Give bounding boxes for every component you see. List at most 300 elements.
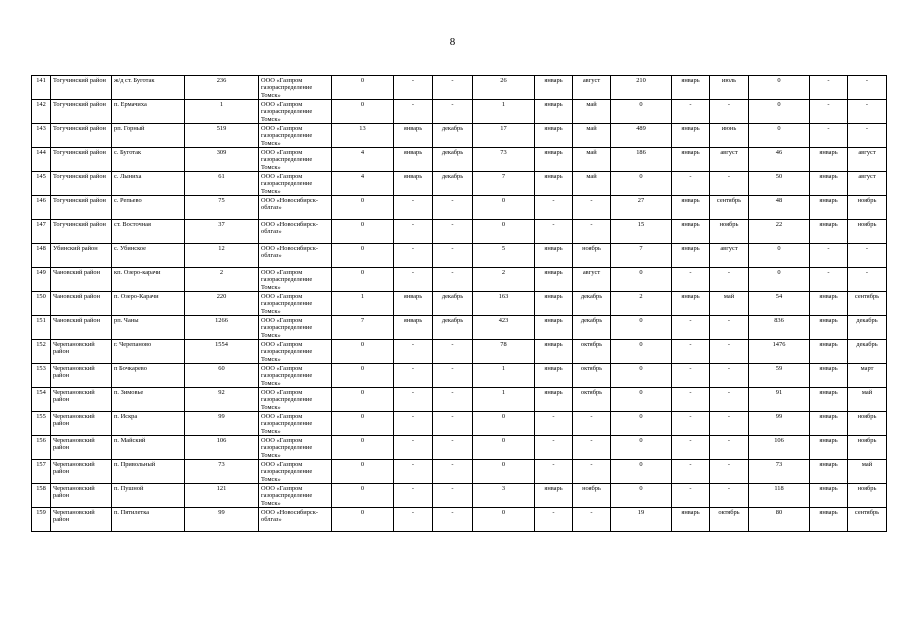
month-3-start-cell: -: [672, 100, 710, 124]
month-3-end-cell: -: [710, 100, 749, 124]
month-1-end-cell: -: [433, 244, 473, 268]
value-1-cell: 0: [332, 436, 394, 460]
month-3-start-cell: январь: [672, 508, 710, 532]
row-number-cell: 153: [32, 364, 51, 388]
month-2-end-cell: -: [573, 412, 611, 436]
organization-cell: ООО «Газпром газораспределение Томск»: [259, 172, 332, 196]
month-1-end-cell: -: [433, 508, 473, 532]
organization-cell: ООО «Газпром газораспределение Томск»: [259, 388, 332, 412]
value-1-cell: 1: [332, 292, 394, 316]
value-3-cell: 2: [611, 292, 672, 316]
month-4-start-cell: -: [810, 100, 848, 124]
month-2-start-cell: январь: [535, 340, 573, 364]
month-1-end-cell: -: [433, 100, 473, 124]
total-count-cell: 309: [185, 148, 259, 172]
value-3-cell: 0: [611, 340, 672, 364]
district-cell: Черепановский район: [51, 364, 112, 388]
month-1-start-cell: -: [394, 244, 433, 268]
value-4-cell: 46: [749, 148, 810, 172]
month-3-end-cell: сентябрь: [710, 196, 749, 220]
district-cell: Черепановский район: [51, 436, 112, 460]
month-4-start-cell: -: [810, 244, 848, 268]
month-4-start-cell: январь: [810, 388, 848, 412]
month-1-start-cell: -: [394, 364, 433, 388]
month-2-start-cell: -: [535, 508, 573, 532]
month-2-start-cell: январь: [535, 316, 573, 340]
value-1-cell: 0: [332, 244, 394, 268]
month-1-start-cell: -: [394, 196, 433, 220]
organization-cell: ООО «Новосибирск-облгаз»: [259, 508, 332, 532]
month-3-start-cell: январь: [672, 76, 710, 100]
month-2-start-cell: январь: [535, 388, 573, 412]
locality-cell: ж/д ст. Буготак: [112, 76, 185, 100]
district-cell: Тогучинский район: [51, 76, 112, 100]
row-number-cell: 157: [32, 460, 51, 484]
month-2-start-cell: -: [535, 196, 573, 220]
table-row: [32, 292, 887, 316]
total-count-cell: 61: [185, 172, 259, 196]
value-3-cell: 7: [611, 244, 672, 268]
month-1-start-cell: -: [394, 388, 433, 412]
table-row: [32, 100, 887, 124]
month-4-start-cell: -: [810, 268, 848, 292]
month-4-start-cell: январь: [810, 340, 848, 364]
month-4-end-cell: ноябрь: [848, 220, 887, 244]
row-number-cell: 144: [32, 148, 51, 172]
table-row: [32, 220, 887, 244]
month-2-end-cell: -: [573, 460, 611, 484]
total-count-cell: 92: [185, 388, 259, 412]
value-4-cell: 59: [749, 364, 810, 388]
locality-cell: ст. Восточная: [112, 220, 185, 244]
month-1-end-cell: декабрь: [433, 172, 473, 196]
month-1-start-cell: -: [394, 100, 433, 124]
month-3-start-cell: январь: [672, 292, 710, 316]
value-1-cell: 4: [332, 172, 394, 196]
value-2-cell: 163: [473, 292, 535, 316]
month-3-end-cell: -: [710, 364, 749, 388]
month-3-end-cell: август: [710, 148, 749, 172]
locality-cell: п. Озеро-Карачи: [112, 292, 185, 316]
total-count-cell: 1: [185, 100, 259, 124]
value-1-cell: 0: [332, 484, 394, 508]
value-3-cell: 186: [611, 148, 672, 172]
value-3-cell: 0: [611, 436, 672, 460]
organization-cell: ООО «Газпром газораспределение Томск»: [259, 292, 332, 316]
district-cell: Черепановский район: [51, 388, 112, 412]
month-3-end-cell: август: [710, 244, 749, 268]
month-3-end-cell: -: [710, 172, 749, 196]
month-1-end-cell: -: [433, 76, 473, 100]
month-4-start-cell: январь: [810, 316, 848, 340]
value-3-cell: 0: [611, 172, 672, 196]
month-1-end-cell: -: [433, 268, 473, 292]
month-3-start-cell: январь: [672, 244, 710, 268]
value-2-cell: 0: [473, 508, 535, 532]
month-4-start-cell: -: [810, 124, 848, 148]
month-4-start-cell: январь: [810, 412, 848, 436]
month-2-end-cell: октябрь: [573, 364, 611, 388]
value-2-cell: 7: [473, 172, 535, 196]
month-1-start-cell: -: [394, 436, 433, 460]
row-number-cell: 154: [32, 388, 51, 412]
district-cell: Тогучинский район: [51, 100, 112, 124]
value-2-cell: 423: [473, 316, 535, 340]
month-2-end-cell: декабрь: [573, 292, 611, 316]
month-4-end-cell: май: [848, 460, 887, 484]
locality-cell: с. Убинское: [112, 244, 185, 268]
month-4-start-cell: январь: [810, 436, 848, 460]
month-1-end-cell: -: [433, 412, 473, 436]
locality-cell: г. Черепаново: [112, 340, 185, 364]
month-2-end-cell: ноябрь: [573, 484, 611, 508]
month-1-end-cell: -: [433, 484, 473, 508]
value-3-cell: 0: [611, 364, 672, 388]
month-4-start-cell: январь: [810, 460, 848, 484]
locality-cell: с. Лыниха: [112, 172, 185, 196]
locality-cell: п. Зимовье: [112, 388, 185, 412]
month-1-end-cell: декабрь: [433, 124, 473, 148]
total-count-cell: 99: [185, 508, 259, 532]
month-1-end-cell: -: [433, 196, 473, 220]
total-count-cell: 1554: [185, 340, 259, 364]
month-2-start-cell: январь: [535, 148, 573, 172]
organization-cell: ООО «Газпром газораспределение Томск»: [259, 460, 332, 484]
value-1-cell: 0: [332, 364, 394, 388]
total-count-cell: 2: [185, 268, 259, 292]
page-number: 8: [449, 36, 456, 48]
month-1-start-cell: -: [394, 460, 433, 484]
month-3-start-cell: -: [672, 268, 710, 292]
month-2-end-cell: -: [573, 508, 611, 532]
row-number-cell: 156: [32, 436, 51, 460]
month-1-start-cell: январь: [394, 292, 433, 316]
value-4-cell: 50: [749, 172, 810, 196]
month-2-end-cell: май: [573, 148, 611, 172]
month-2-start-cell: январь: [535, 76, 573, 100]
total-count-cell: 1266: [185, 316, 259, 340]
month-1-end-cell: -: [433, 436, 473, 460]
locality-cell: п. Майский: [112, 436, 185, 460]
month-4-end-cell: -: [848, 244, 887, 268]
month-2-end-cell: -: [573, 196, 611, 220]
month-2-end-cell: октябрь: [573, 388, 611, 412]
row-number-cell: 151: [32, 316, 51, 340]
value-2-cell: 0: [473, 460, 535, 484]
month-2-end-cell: ноябрь: [573, 244, 611, 268]
value-3-cell: 0: [611, 100, 672, 124]
month-2-start-cell: январь: [535, 172, 573, 196]
month-3-start-cell: -: [672, 412, 710, 436]
month-4-start-cell: январь: [810, 196, 848, 220]
month-4-end-cell: -: [848, 268, 887, 292]
value-1-cell: 0: [332, 196, 394, 220]
organization-cell: ООО «Газпром газораспределение Томск»: [259, 316, 332, 340]
month-1-end-cell: -: [433, 364, 473, 388]
table-row: [32, 436, 887, 460]
month-4-end-cell: -: [848, 100, 887, 124]
total-count-cell: 73: [185, 460, 259, 484]
row-number-cell: 146: [32, 196, 51, 220]
value-4-cell: 73: [749, 460, 810, 484]
month-2-start-cell: -: [535, 220, 573, 244]
value-4-cell: 0: [749, 76, 810, 100]
value-1-cell: 0: [332, 388, 394, 412]
value-1-cell: 0: [332, 268, 394, 292]
row-number-cell: 158: [32, 484, 51, 508]
total-count-cell: 220: [185, 292, 259, 316]
district-cell: Черепановский район: [51, 460, 112, 484]
locality-cell: п. Пушной: [112, 484, 185, 508]
month-4-start-cell: январь: [810, 364, 848, 388]
month-3-end-cell: -: [710, 340, 749, 364]
row-number-cell: 143: [32, 124, 51, 148]
month-4-start-cell: январь: [810, 172, 848, 196]
organization-cell: ООО «Газпром газораспределение Томск»: [259, 412, 332, 436]
month-3-end-cell: -: [710, 484, 749, 508]
district-cell: Тогучинский район: [51, 196, 112, 220]
value-3-cell: 489: [611, 124, 672, 148]
district-cell: Тогучинский район: [51, 172, 112, 196]
month-1-start-cell: -: [394, 340, 433, 364]
value-4-cell: 22: [749, 220, 810, 244]
row-number-cell: 141: [32, 76, 51, 100]
table-row: [32, 364, 887, 388]
month-4-start-cell: январь: [810, 508, 848, 532]
value-3-cell: 0: [611, 316, 672, 340]
organization-cell: ООО «Новосибирск-облгаз»: [259, 220, 332, 244]
value-1-cell: 13: [332, 124, 394, 148]
total-count-cell: 99: [185, 412, 259, 436]
month-2-start-cell: -: [535, 460, 573, 484]
month-3-end-cell: май: [710, 292, 749, 316]
row-number-cell: 149: [32, 268, 51, 292]
table-row: [32, 172, 887, 196]
value-1-cell: 0: [332, 412, 394, 436]
row-number-cell: 152: [32, 340, 51, 364]
table-row: [32, 484, 887, 508]
district-cell: Черепановский район: [51, 508, 112, 532]
month-1-start-cell: январь: [394, 124, 433, 148]
value-1-cell: 4: [332, 148, 394, 172]
value-1-cell: 0: [332, 340, 394, 364]
month-1-start-cell: январь: [394, 148, 433, 172]
month-3-start-cell: -: [672, 436, 710, 460]
month-2-end-cell: декабрь: [573, 316, 611, 340]
organization-cell: ООО «Газпром газораспределение Томск»: [259, 436, 332, 460]
value-1-cell: 7: [332, 316, 394, 340]
value-4-cell: 80: [749, 508, 810, 532]
total-count-cell: 236: [185, 76, 259, 100]
value-4-cell: 91: [749, 388, 810, 412]
month-4-end-cell: сентябрь: [848, 292, 887, 316]
value-3-cell: 19: [611, 508, 672, 532]
value-2-cell: 3: [473, 484, 535, 508]
month-4-end-cell: сентябрь: [848, 508, 887, 532]
month-1-start-cell: -: [394, 220, 433, 244]
month-4-end-cell: декабрь: [848, 340, 887, 364]
month-4-end-cell: август: [848, 148, 887, 172]
month-3-end-cell: -: [710, 436, 749, 460]
month-4-start-cell: январь: [810, 220, 848, 244]
value-1-cell: 0: [332, 100, 394, 124]
organization-cell: ООО «Газпром газораспределение Томск»: [259, 124, 332, 148]
month-1-start-cell: -: [394, 508, 433, 532]
month-3-start-cell: -: [672, 460, 710, 484]
organization-cell: ООО «Газпром газораспределение Томск»: [259, 100, 332, 124]
month-3-end-cell: -: [710, 388, 749, 412]
value-4-cell: 99: [749, 412, 810, 436]
month-4-end-cell: март: [848, 364, 887, 388]
row-number-cell: 147: [32, 220, 51, 244]
table-row: [32, 124, 887, 148]
month-2-start-cell: январь: [535, 292, 573, 316]
month-3-start-cell: -: [672, 364, 710, 388]
month-3-start-cell: январь: [672, 124, 710, 148]
organization-cell: ООО «Газпром газораспределение Томск»: [259, 148, 332, 172]
row-number-cell: 155: [32, 412, 51, 436]
month-2-end-cell: август: [573, 76, 611, 100]
row-number-cell: 148: [32, 244, 51, 268]
month-4-end-cell: ноябрь: [848, 412, 887, 436]
month-3-start-cell: январь: [672, 148, 710, 172]
month-1-start-cell: январь: [394, 172, 433, 196]
table-row: [32, 412, 887, 436]
month-3-end-cell: -: [710, 412, 749, 436]
value-3-cell: 210: [611, 76, 672, 100]
district-cell: Тогучинский район: [51, 220, 112, 244]
total-count-cell: 12: [185, 244, 259, 268]
organization-cell: ООО «Газпром газораспределение Томск»: [259, 268, 332, 292]
value-3-cell: 27: [611, 196, 672, 220]
table-row: [32, 268, 887, 292]
month-3-start-cell: -: [672, 316, 710, 340]
month-2-end-cell: -: [573, 220, 611, 244]
month-2-end-cell: май: [573, 124, 611, 148]
month-1-end-cell: декабрь: [433, 292, 473, 316]
value-4-cell: 48: [749, 196, 810, 220]
month-2-start-cell: январь: [535, 244, 573, 268]
month-4-end-cell: ноябрь: [848, 484, 887, 508]
month-4-start-cell: январь: [810, 292, 848, 316]
district-cell: Черепановский район: [51, 340, 112, 364]
month-2-end-cell: -: [573, 436, 611, 460]
month-2-end-cell: август: [573, 268, 611, 292]
value-3-cell: 0: [611, 484, 672, 508]
month-4-end-cell: май: [848, 388, 887, 412]
locality-cell: рп. Чаны: [112, 316, 185, 340]
total-count-cell: 37: [185, 220, 259, 244]
locality-cell: кп. Озеро-карачи: [112, 268, 185, 292]
month-2-end-cell: май: [573, 100, 611, 124]
row-number-cell: 145: [32, 172, 51, 196]
locality-cell: п. Пятилетка: [112, 508, 185, 532]
value-3-cell: 15: [611, 220, 672, 244]
value-4-cell: 0: [749, 268, 810, 292]
month-2-end-cell: октябрь: [573, 340, 611, 364]
value-1-cell: 0: [332, 76, 394, 100]
month-3-start-cell: -: [672, 484, 710, 508]
table-body: [32, 76, 887, 532]
organization-cell: ООО «Газпром газораспределение Томск»: [259, 484, 332, 508]
value-2-cell: 78: [473, 340, 535, 364]
value-4-cell: 0: [749, 100, 810, 124]
row-number-cell: 150: [32, 292, 51, 316]
value-2-cell: 0: [473, 436, 535, 460]
total-count-cell: 75: [185, 196, 259, 220]
month-3-end-cell: июль: [710, 76, 749, 100]
month-1-start-cell: -: [394, 412, 433, 436]
value-2-cell: 2: [473, 268, 535, 292]
value-1-cell: 0: [332, 508, 394, 532]
table-row: [32, 460, 887, 484]
month-4-start-cell: -: [810, 76, 848, 100]
month-2-end-cell: май: [573, 172, 611, 196]
district-cell: Черепановский район: [51, 484, 112, 508]
locality-cell: с. Буготак: [112, 148, 185, 172]
district-cell: Чановский район: [51, 316, 112, 340]
row-number-cell: 142: [32, 100, 51, 124]
organization-cell: ООО «Газпром газораспределение Томск»: [259, 340, 332, 364]
month-2-start-cell: -: [535, 436, 573, 460]
month-1-start-cell: январь: [394, 316, 433, 340]
table-row: [32, 388, 887, 412]
district-cell: Убинский район: [51, 244, 112, 268]
month-1-end-cell: декабрь: [433, 148, 473, 172]
district-cell: Чановский район: [51, 292, 112, 316]
table-row: [32, 316, 887, 340]
total-count-cell: 121: [185, 484, 259, 508]
month-2-start-cell: январь: [535, 124, 573, 148]
locality-cell: п Бочкарево: [112, 364, 185, 388]
value-3-cell: 0: [611, 460, 672, 484]
month-4-end-cell: август: [848, 172, 887, 196]
month-1-start-cell: -: [394, 484, 433, 508]
month-1-start-cell: -: [394, 76, 433, 100]
month-3-start-cell: январь: [672, 196, 710, 220]
district-cell: Тогучинский район: [51, 148, 112, 172]
value-4-cell: 0: [749, 244, 810, 268]
month-1-end-cell: -: [433, 388, 473, 412]
month-4-start-cell: январь: [810, 484, 848, 508]
table-row: [32, 508, 887, 532]
month-4-end-cell: -: [848, 124, 887, 148]
value-4-cell: 106: [749, 436, 810, 460]
month-1-end-cell: -: [433, 220, 473, 244]
row-number-cell: 159: [32, 508, 51, 532]
locality-cell: рп. Горный: [112, 124, 185, 148]
locality-cell: п. Привольный: [112, 460, 185, 484]
table-row: [32, 76, 887, 100]
month-3-end-cell: октябрь: [710, 508, 749, 532]
value-2-cell: 1: [473, 388, 535, 412]
total-count-cell: 60: [185, 364, 259, 388]
month-3-start-cell: январь: [672, 220, 710, 244]
month-3-start-cell: -: [672, 388, 710, 412]
value-2-cell: 17: [473, 124, 535, 148]
value-2-cell: 1: [473, 364, 535, 388]
value-2-cell: 73: [473, 148, 535, 172]
organization-cell: ООО «Новосибирск-облгаз»: [259, 244, 332, 268]
month-1-end-cell: декабрь: [433, 316, 473, 340]
month-1-end-cell: -: [433, 460, 473, 484]
value-3-cell: 0: [611, 268, 672, 292]
district-cell: Чановский район: [51, 268, 112, 292]
value-1-cell: 0: [332, 220, 394, 244]
value-4-cell: 1476: [749, 340, 810, 364]
month-2-start-cell: январь: [535, 364, 573, 388]
value-2-cell: 0: [473, 196, 535, 220]
